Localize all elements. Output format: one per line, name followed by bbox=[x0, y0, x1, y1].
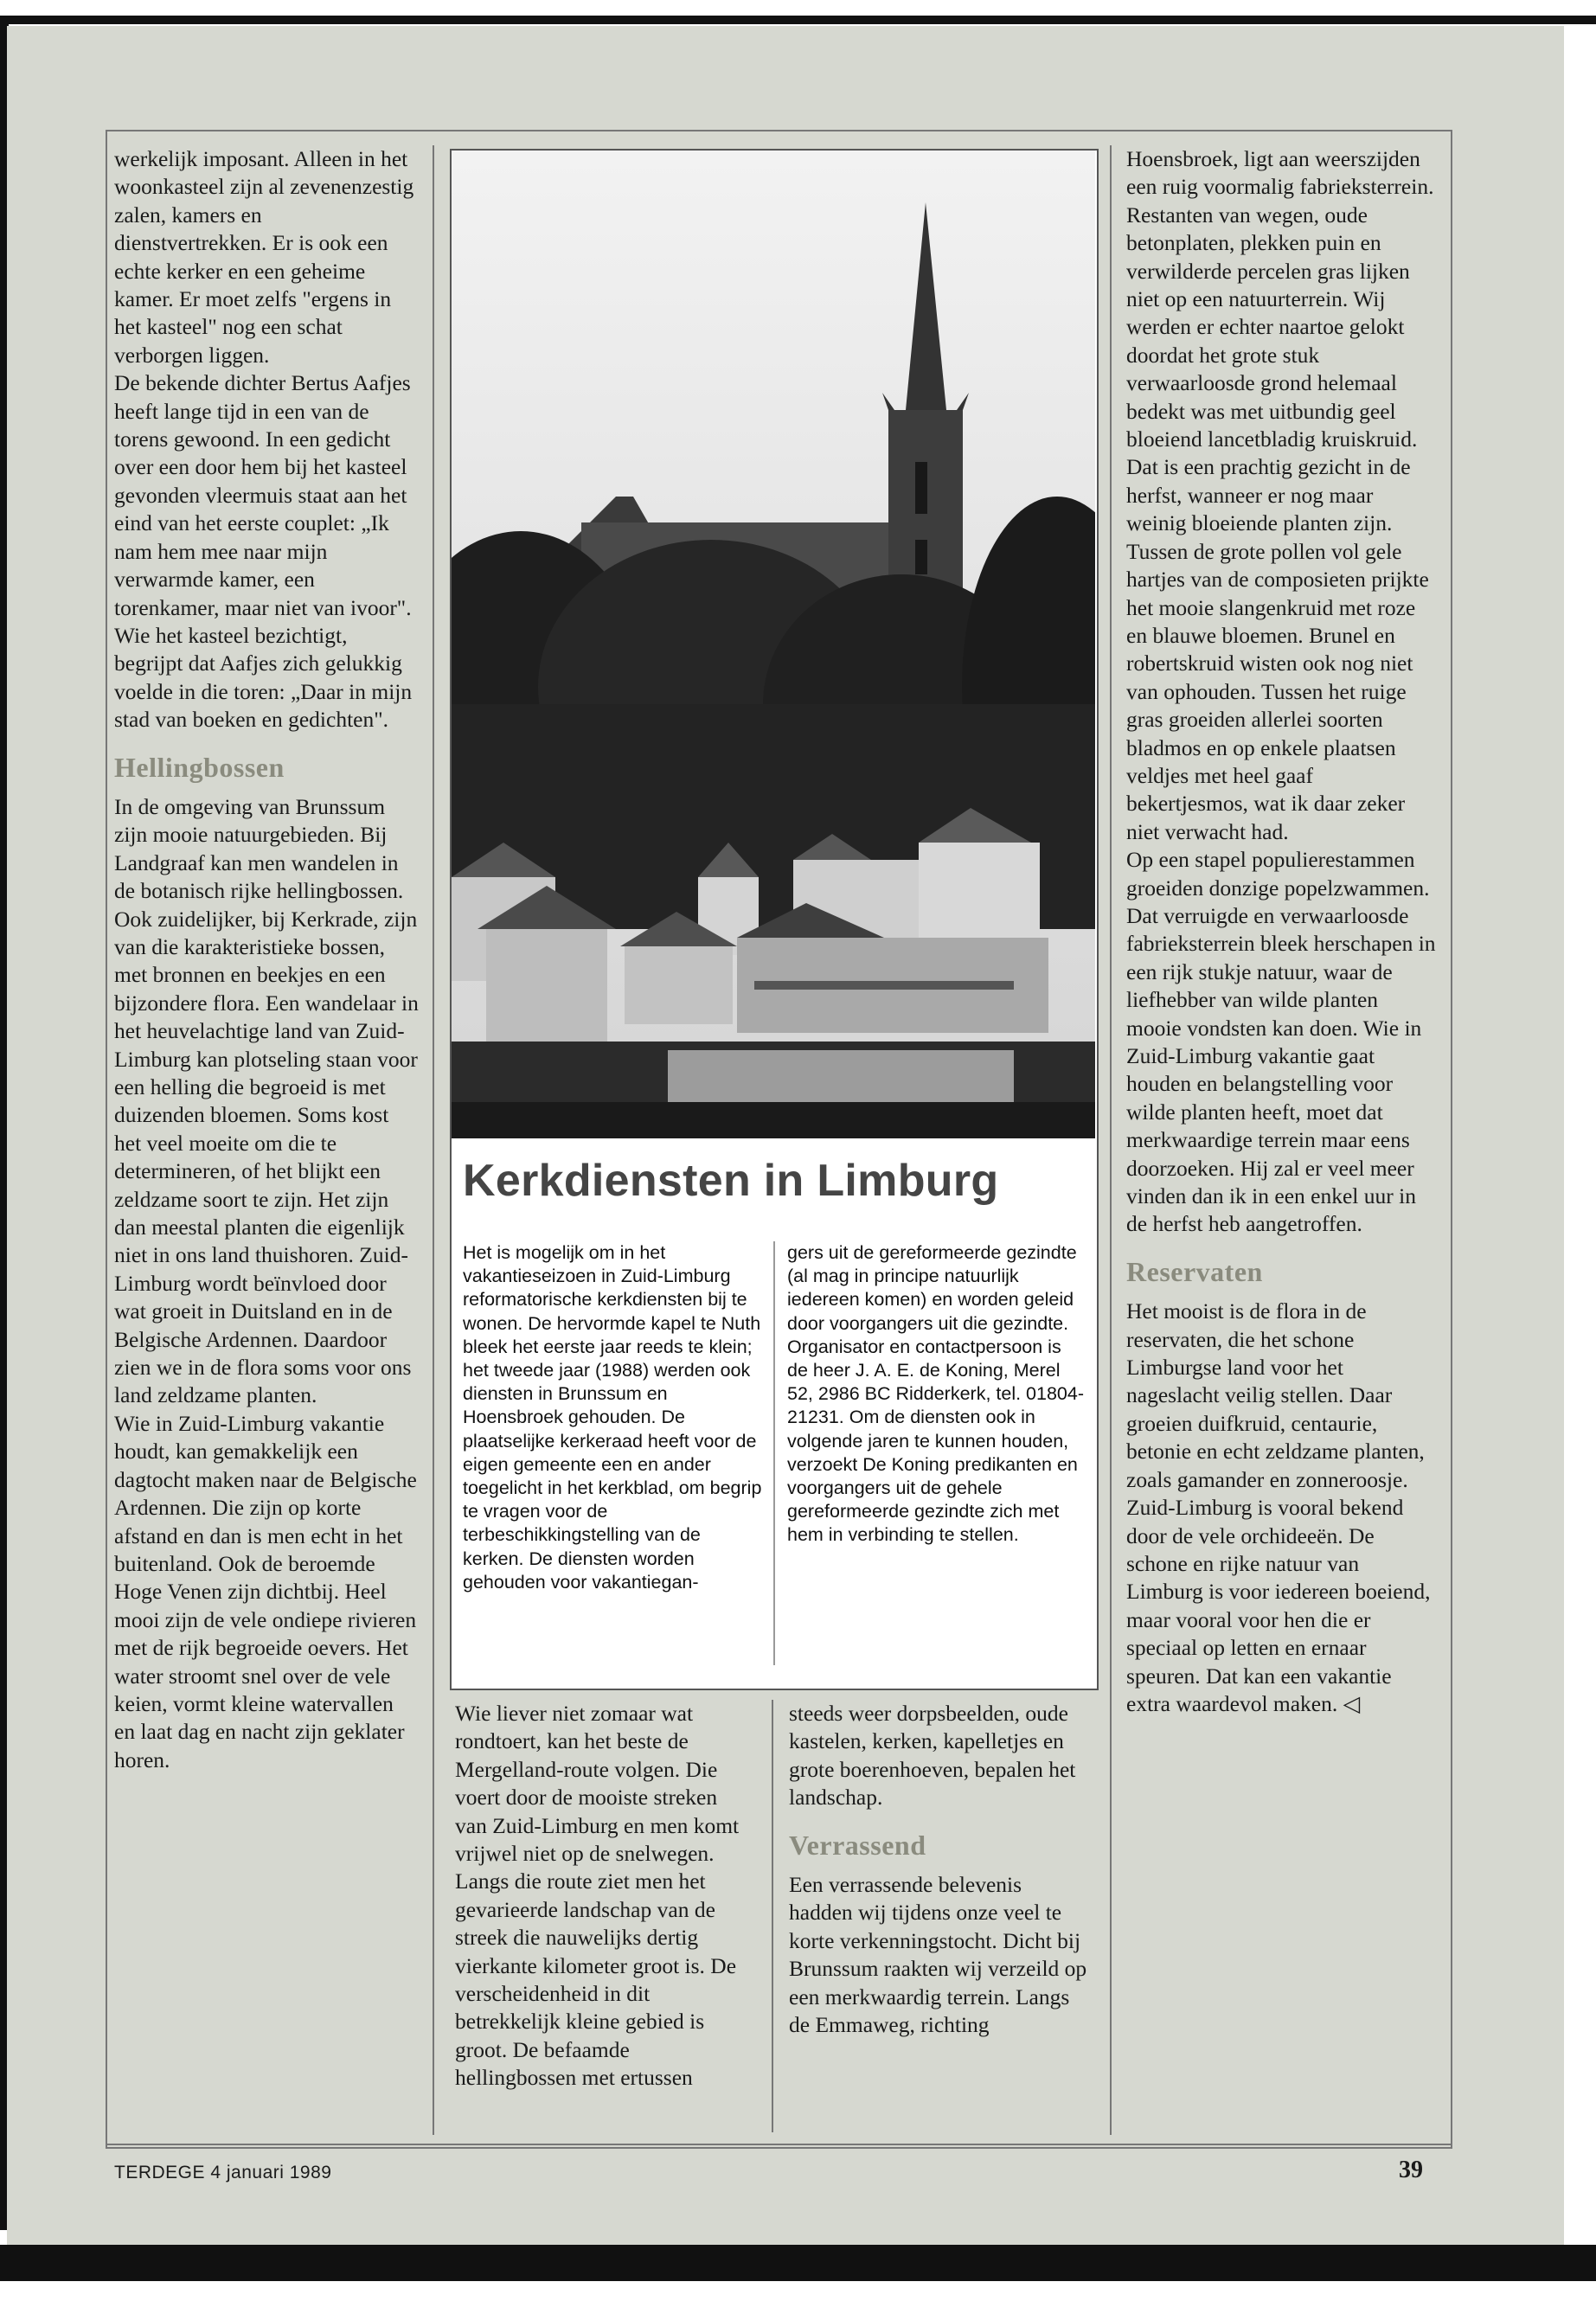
col3-paragraph-2: Tussen de grote pollen vol gele hartjes van de composieten prijkte het mooie slangenkruid met roze en blauwe bloemen. Brunel en robertskruid wisten ook nog niet van ophouden. Tussen het ruige gras groeiden allerlei soorten bladmos en op enkele plaatsen veldjes met heel gaaf bekertjesmos, wat ik daar zeker niet verwacht had. bbox=[1126, 538, 1429, 844]
col3-paragraph-4: Het mooist is de flora in de reservaten, die het schone Limburgse land voor het nageslacht veilig stellen. Daar groeien duifkruid, centaurie, betonie en echt zeldzame planten, zoals gamander en zonneroosje. Zuid-Limburg is vooral bekend door de vele orchideeën. De schone en rijke natuur van Limburg is voor iedereen boeiend, maar vooral voor hen die er speciaal op letten en ernaar speuren. Dat kan een vakantie extra waardevol maken. ◁ bbox=[1126, 1298, 1431, 1716]
article-column-3 bbox=[1126, 145, 1438, 1718]
article-column-2a bbox=[455, 1700, 754, 2093]
inset-title: Kerkdiensten in Limburg bbox=[463, 1156, 999, 1206]
col3-paragraph-3: Op een stapel populierestammen groeiden donzige popelzwammen. Dat verruigde en verwaarloosde fabrieksterrein bleek herschapen in een rijk stukje natuur, waar de liefhebber van wilde planten mooie vondsten kan doen. Wie in Zuid-Limburg vakantie gaat houden en belangstelling voor wilde planten heeft, moet dat merkwaardige terrein maar eens doorzoeken. Hij zal er veel meer vinden dan ik in een enkel uur in de herfst heb aangetroffen. bbox=[1126, 847, 1436, 1237]
page-number: 39 bbox=[1399, 2157, 1423, 2183]
section-heading-verrassend: Verrassend bbox=[789, 1829, 926, 1861]
footer-rule bbox=[106, 2144, 1451, 2145]
column-rule-right bbox=[1110, 145, 1112, 2135]
col3-paragraph-1: Hoensbroek, ligt aan weerszijden een ruig voormalig fabrieksterrein. Restanten van wegen, oude betonplaten, plekken puin en verwilderde percelen gras lijken niet op een natuurterrein. Wij werden er echter naartoe gelokt doordat het grote stuk verwaarloosde grond helemaal bedekt was met uitbundig geel bloeiend lancetbladig kruiskruid. Dat is een prachtig gezicht in de herfst, wanneer er nog maar weinig bloeiende planten zijn. bbox=[1126, 146, 1434, 536]
inset-column-rule bbox=[773, 1241, 775, 1665]
col1-paragraph-3: In de omgeving van Brunssum zijn mooie natuurgebieden. Bij Landgraaf kan men wandelen in de botanisch rijke hellingbossen. Ook zuidelijker, bij Kerkrade, zijn van die karakteristieke bossen, met bronnen en beekjes en een bijzondere flora. Een wandelaar in het heuvelachtige land van Zuid-Limburg kan plotseling staan voor een helling die begroeid is met duizenden bloemen. Soms kost het veel moeite om die te determineren, of het blijkt een zeldzame soort te zijn. Het zijn dan meestal planten die eigenlijk niet in ons land thuishoren. Zuid-Limburg wordt beïnvloed door wat groeit in Duitsland en in de Belgische Ardennen. Daardoor zien we in de flora soms voor ons land zeldzame planten. bbox=[114, 793, 419, 1408]
scan-bottom-edge bbox=[0, 2245, 1596, 2281]
col2b-paragraph-1: steeds weer dorpsbeelden, oude kastelen, kerken, kapelletjes en grote boerenhoeven, bepalen het landschap. bbox=[789, 1701, 1076, 1811]
church-photo-illustration bbox=[452, 151, 1095, 1138]
col2b-paragraph-2: Een verrassende belevenis hadden wij tijdens onze veel te korte verkenningstocht. Dicht bij Brunssum raakten wij verzeild op een merkwaardig terrein. Langs de Emmaweg, richting bbox=[789, 1872, 1087, 2038]
section-heading-reservaten: Reservaten bbox=[1126, 1255, 1263, 1287]
inset-column-2 bbox=[787, 1241, 1086, 1548]
article-column-2b bbox=[789, 1700, 1088, 2039]
inset-text-left: Het is mogelijk om in het vakantieseizoen in Zuid-Limburg reformatorische kerkdiensten bij te wonen. De hervormde kapel te Nuth bleek het eerste jaar reeds te klein; het tweede jaar (1988) werden ook diensten in Brunssum en Hoensbroek gehouden. De plaatselijke kerkeraad heeft voor de eigen gemeente een en ander toegelicht in het kerkblad, om begrip te vragen voor de terbeschikkingstelling van de kerken. De diensten worden gehouden voor vakantiegan- bbox=[463, 1242, 762, 1593]
column-rule-left bbox=[433, 145, 434, 2135]
inset-text-right: gers uit de gereformeerde gezindte (al mag in principe natuurlijk iedereen komen) en worden geleid door voorgangers uit die gezindte. Organisator en contactpersoon is de heer J. A. E. de Koning, Merel 52, 2986 BC Ridderkerk, tel. 01804-21231. Om de diensten ook in volgende jaren te kunnen houden, verzoekt De Koning predikanten en voorgangers uit de gehele gereformeerde gezindte zich met hem in verbinding te stellen. bbox=[787, 1242, 1085, 1546]
col1-paragraph-4: Wie in Zuid-Limburg vakantie houdt, kan gemakkelijk een dagtocht maken naar de Belgische Ardennen. Die zijn op korte afstand en dan is men echt in het buitenland. Ook de beroemde Hoge Venen zijn dichtbij. Heel mooi zijn de vele ondiepe rivieren met de rijk begroeide oevers. Het water stroomt snel over de vele keien, vormt kleine watervallen en laat dag en nacht zijn geklater horen. bbox=[114, 1410, 417, 1772]
inset-column-1 bbox=[463, 1241, 764, 1594]
scan-top-edge bbox=[0, 16, 1596, 24]
col1-paragraph-1: werkelijk imposant. Alleen in het woonkasteel zijn al zevenenzestig zalen, kamers en dienstvertrekken. Er is ook een echte kerker en een geheime kamer. Er moet zelfs "ergens in het kasteel" nog een schat verborgen liggen. bbox=[114, 146, 414, 368]
section-heading-hellingbossen: Hellingbossen bbox=[114, 751, 285, 783]
col2a-paragraph-1: Wie liever niet zomaar wat rondtoert, kan het beste de Mergelland-route volgen. Die voert door de mooiste streken van Zuid-Limburg en men komt vrijwel niet op de snelwegen. Langs die route ziet men het gevarieerde landschap van de streek die nauwelijks dertig vierkante kilometer groot is. De verscheidenheid in dit betrekkelijk kleine gebied is groot. De befaamde hellingbossen met ertussen bbox=[455, 1701, 740, 2091]
column-rule-middle-bottom bbox=[772, 1700, 773, 2132]
article-column-1 bbox=[114, 145, 419, 1774]
col1-paragraph-2: De bekende dichter Bertus Aafjes heeft lange tijd in een van de torens gewoond. In een gedicht over een door hem bij het kasteel gevonden vleermuis staat aan het eind van het eerste couplet: „Ik nam hem mee naar mijn verwarmde kamer, een torenkamer, maar niet van ivoor". Wie het kasteel bezichtigt, begrijpt dat Aafjes zich gelukkig voelde in die toren: „Daar in mijn stad van boeken en gedichten". bbox=[114, 370, 413, 733]
church-photo bbox=[452, 151, 1095, 1138]
footer-publication: TERDEGE 4 januari 1989 bbox=[114, 2163, 332, 2182]
